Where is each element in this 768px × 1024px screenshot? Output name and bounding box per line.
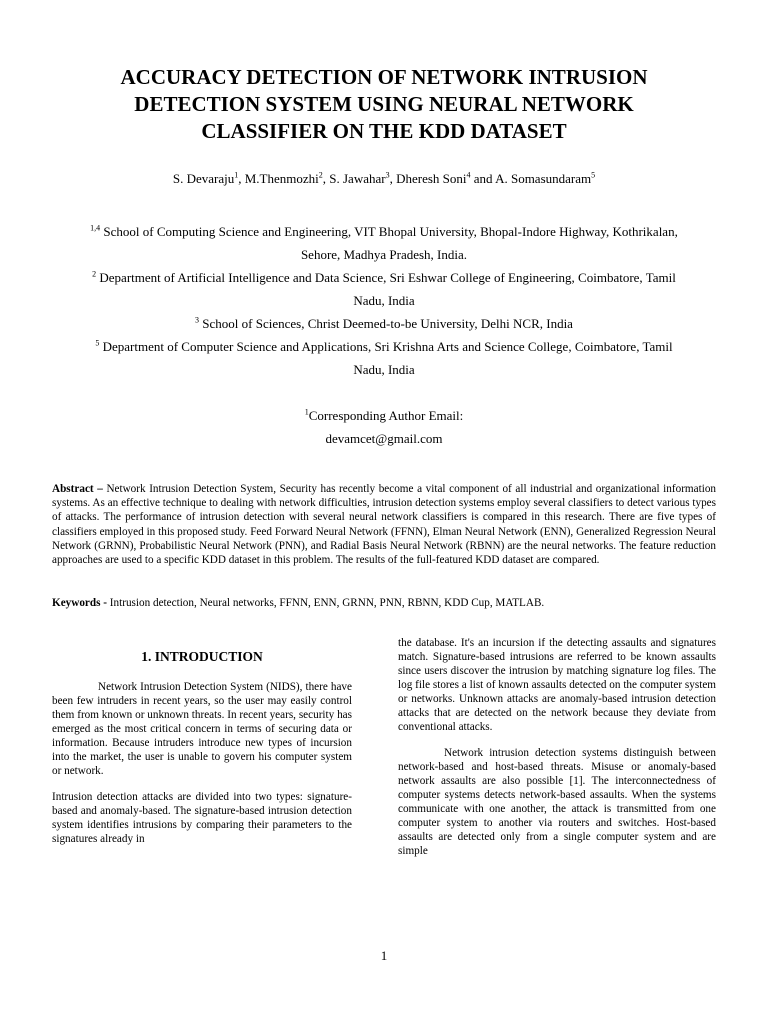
title-line-3: CLASSIFIER ON THE KDD DATASET <box>201 119 567 143</box>
abstract-label: Abstract – <box>52 483 103 495</box>
affiliation-4 <box>60 335 708 381</box>
abstract-text: Network Intrusion Detection System, Security has recently become a vital component of all industrial and organizational information systems. As an effective technique to dealing with network difficulties, intrusion detection systems employ several classifiers to detect various types of attacks. The performance of intrusion detection with several neural network classifiers is compared in this research. There are five types of classifiers employed in this proposed study. Feed Forward Neural Network (FFNN), Elman Neural Network (ENN), Generalized Regression Neural Network (GRNN), Probabilistic Neural Network (PNN), and Radial Basis Neural Network (RBNN) are the neural networks. The feature reduction approaches are used to a specific KDD dataset in this problem. The results of the full-featured KDD dataset are compared. <box>52 483 717 567</box>
author-sep: and <box>470 171 496 186</box>
author-sup: 3 <box>385 170 390 180</box>
author-list <box>60 170 708 188</box>
title-line-1: ACCURACY DETECTION OF NETWORK INTRUSION <box>120 65 648 89</box>
body-paragraph: the database. It's an incursion if the detecting assaults and signatures match. Signature-based intrusions are referred to be known assaults since users discover the intrusion by matching signature log files. The log file stores a list of known assaults detected on the computer system or networks. Unknown attacks are anomaly-based intrusion detection attacks that are detected on the network because they deviate from conventional attacks. <box>398 637 716 733</box>
left-column <box>52 636 352 858</box>
right-column <box>398 636 716 870</box>
affiliation-text: School of Sciences, Christ Deemed-to-be University, Delhi NCR, India <box>202 316 573 331</box>
keywords <box>52 596 716 610</box>
corresponding-author <box>60 404 708 450</box>
body-paragraph: Network intrusion detection systems distinguish between network-based and host-based threats. Misuse or anomaly-based network assaults are also possible [1]. The interconnectedness of computer systems detects network-based assaults. When the systems communicate with one another, the attack is transmitted from one computer system to another via routers and switches. Host-based assaults are detected only from a single computer system and are simple <box>398 747 716 857</box>
page-number: 1 <box>380 948 388 963</box>
affiliation-sup: 1,4 <box>90 223 101 233</box>
author-sep: , <box>389 171 397 186</box>
affiliation-sup: 2 <box>92 269 97 279</box>
affiliation-1 <box>60 220 708 266</box>
body-paragraph: Network Intrusion Detection System (NIDS), there have been few intruders in recent years, so the user may easily control them from known or unknown threats. In recent years, security has emerged as the most critical concern in terms of securing data or information. Because intruders introduce new types of incursion into the market, the user is unable to govern his computer system or network. <box>52 681 352 777</box>
affiliation-sup: 5 <box>95 338 100 348</box>
author-sup: 4 <box>466 170 471 180</box>
affiliation-text: Department of Computer Science and Applications, Sri Krishna Arts and Science College, Coimbatore, Tamil <box>102 339 673 354</box>
keywords-text: Intrusion detection, Neural networks, FFNN, ENN, GRNN, PNN, RBNN, KDD Cup, MATLAB. <box>109 597 545 609</box>
author-sep: , <box>322 171 330 186</box>
affiliation-2 <box>60 266 708 312</box>
author-sup: 5 <box>591 170 596 180</box>
affiliation-text: School of Computing Science and Engineering, VIT Bhopal University, Bhopal-Indore Highway, Kothrikalan, <box>103 224 678 239</box>
affiliation-cont: Nadu, India <box>353 362 415 377</box>
affiliation-sup: 3 <box>195 315 200 325</box>
author-name: Dheresh Soni <box>396 171 467 186</box>
corresponding-email: devamcet@gmail.com <box>325 431 443 446</box>
affiliation-cont: Nadu, India <box>353 293 415 308</box>
affiliation-cont: Sehore, Madhya Pradesh, India. <box>300 247 468 262</box>
author-name: S. Jawahar <box>329 171 386 186</box>
author-sep: , <box>238 171 245 186</box>
body-paragraph: Intrusion detection attacks are divided into two types: signature-based and anomaly-based. The signature-based intrusion detection system identifies intrusions by comparing their parameters to the signatures already in <box>52 791 352 845</box>
paper-title <box>60 64 708 145</box>
keywords-label: Keywords - <box>52 597 107 609</box>
author-sup: 1 <box>234 170 239 180</box>
title-line-2: DETECTION SYSTEM USING NEURAL NETWORK <box>134 92 634 116</box>
affiliation-text: Department of Artificial Intelligence and Data Science, Sri Eshwar College of Engineering, Coimbatore, Tamil <box>99 270 676 285</box>
author-name: S. Devaraju <box>172 171 235 186</box>
corresponding-label: Corresponding Author Email: <box>308 408 464 423</box>
corresponding-sup: 1 <box>304 407 309 417</box>
abstract <box>52 482 716 567</box>
author-sup: 2 <box>318 170 323 180</box>
author-name: A. Somasundaram <box>495 171 592 186</box>
author-name: M.Thenmozhi <box>244 171 319 186</box>
affiliation-3 <box>60 312 708 335</box>
section-heading: 1. INTRODUCTION <box>141 649 263 664</box>
